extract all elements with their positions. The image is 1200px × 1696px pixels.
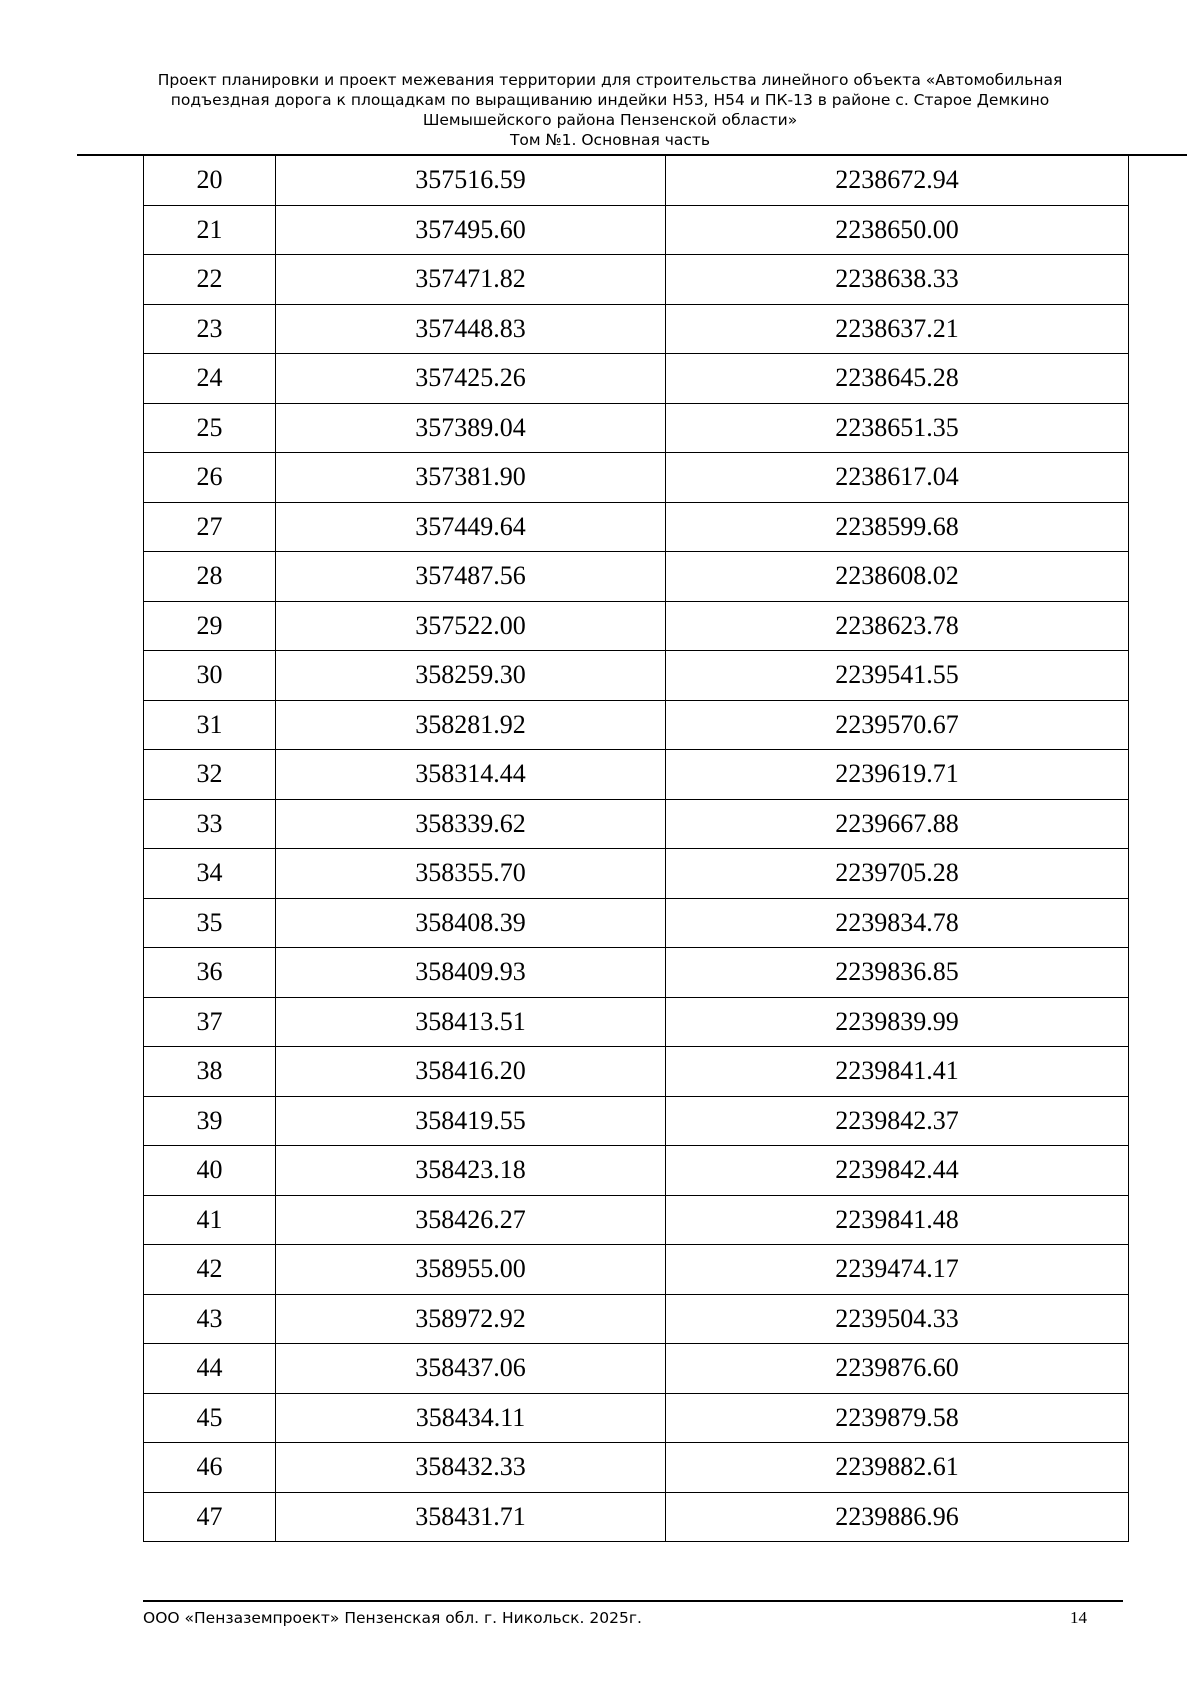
- y-coordinate-cell: 2238623.78: [666, 601, 1129, 651]
- point-number-cell: 32: [144, 750, 276, 800]
- table-row: [144, 354, 1129, 404]
- table-row: [144, 1047, 1129, 1097]
- x-coordinate-cell: 358972.92: [276, 1294, 666, 1344]
- y-coordinate-cell: 2238672.94: [666, 156, 1129, 206]
- x-coordinate-cell: 358409.93: [276, 948, 666, 998]
- y-coordinate-cell: 2239667.88: [666, 799, 1129, 849]
- point-number-cell: 31: [144, 700, 276, 750]
- y-coordinate-cell: 2239541.55: [666, 651, 1129, 701]
- y-coordinate-cell: 2238645.28: [666, 354, 1129, 404]
- x-coordinate-cell: 357389.04: [276, 403, 666, 453]
- y-coordinate-cell: 2239841.41: [666, 1047, 1129, 1097]
- table-row: [144, 750, 1129, 800]
- x-coordinate-cell: 358416.20: [276, 1047, 666, 1097]
- point-number-cell: 29: [144, 601, 276, 651]
- x-coordinate-cell: 357449.64: [276, 502, 666, 552]
- table-row: [144, 1344, 1129, 1394]
- point-number-cell: 43: [144, 1294, 276, 1344]
- point-number-cell: 46: [144, 1443, 276, 1493]
- y-coordinate-cell: 2239841.48: [666, 1195, 1129, 1245]
- table-row: [144, 1443, 1129, 1493]
- y-coordinate-cell: 2239570.67: [666, 700, 1129, 750]
- x-coordinate-cell: 358314.44: [276, 750, 666, 800]
- table-row: [144, 948, 1129, 998]
- y-coordinate-cell: 2239839.99: [666, 997, 1129, 1047]
- table-row: [144, 502, 1129, 552]
- point-number-cell: 23: [144, 304, 276, 354]
- footer-company: ООО «Пензаземпроект» Пензенская обл. г. Никольск. 2025г.: [143, 1609, 642, 1627]
- x-coordinate-cell: 357448.83: [276, 304, 666, 354]
- point-number-cell: 40: [144, 1146, 276, 1196]
- table-row: [144, 1245, 1129, 1295]
- y-coordinate-cell: 2239619.71: [666, 750, 1129, 800]
- x-coordinate-cell: 358355.70: [276, 849, 666, 899]
- coordinates-table: [143, 155, 1129, 1542]
- x-coordinate-cell: 357522.00: [276, 601, 666, 651]
- y-coordinate-cell: 2239842.37: [666, 1096, 1129, 1146]
- point-number-cell: 34: [144, 849, 276, 899]
- y-coordinate-cell: 2239504.33: [666, 1294, 1129, 1344]
- point-number-cell: 26: [144, 453, 276, 503]
- table-row: [144, 651, 1129, 701]
- table-row: [144, 1195, 1129, 1245]
- point-number-cell: 42: [144, 1245, 276, 1295]
- point-number-cell: 33: [144, 799, 276, 849]
- x-coordinate-cell: 357471.82: [276, 255, 666, 305]
- point-number-cell: 30: [144, 651, 276, 701]
- header-title-line-2: подъездная дорога к площадкам по выращиванию индейки Н53, Н54 и ПК-13 в районе с. Старое Демкино: [170, 91, 1050, 109]
- footer-divider: [143, 1600, 1123, 1602]
- header-volume-label: Том №1. Основная часть: [509, 131, 711, 149]
- point-number-cell: 20: [144, 156, 276, 206]
- x-coordinate-cell: 357495.60: [276, 205, 666, 255]
- point-number-cell: 24: [144, 354, 276, 404]
- point-number-cell: 25: [144, 403, 276, 453]
- table-row: [144, 552, 1129, 602]
- table-row: [144, 1146, 1129, 1196]
- y-coordinate-cell: 2239842.44: [666, 1146, 1129, 1196]
- table-row: [144, 304, 1129, 354]
- x-coordinate-cell: 358413.51: [276, 997, 666, 1047]
- x-coordinate-cell: 358432.33: [276, 1443, 666, 1493]
- x-coordinate-cell: 358408.39: [276, 898, 666, 948]
- table-row: [144, 849, 1129, 899]
- point-number-cell: 44: [144, 1344, 276, 1394]
- y-coordinate-cell: 2239705.28: [666, 849, 1129, 899]
- table-row: [144, 997, 1129, 1047]
- table-row: [144, 205, 1129, 255]
- x-coordinate-cell: 358437.06: [276, 1344, 666, 1394]
- x-coordinate-cell: 358955.00: [276, 1245, 666, 1295]
- y-coordinate-cell: 2239836.85: [666, 948, 1129, 998]
- table-row: [144, 700, 1129, 750]
- x-coordinate-cell: 358339.62: [276, 799, 666, 849]
- x-coordinate-cell: 358259.30: [276, 651, 666, 701]
- point-number-cell: 41: [144, 1195, 276, 1245]
- x-coordinate-cell: 358431.71: [276, 1492, 666, 1542]
- header-title-line-1: Проект планировки и проект межевания территории для строительства линейного объекта «Автомобильная: [157, 71, 1063, 89]
- page-number: 14: [1070, 1608, 1087, 1627]
- y-coordinate-cell: 2239879.58: [666, 1393, 1129, 1443]
- table-row: [144, 1096, 1129, 1146]
- header-title-line-3: Шемышейского района Пензенской области»: [422, 111, 798, 129]
- table-row: [144, 799, 1129, 849]
- y-coordinate-cell: 2238650.00: [666, 205, 1129, 255]
- point-number-cell: 28: [144, 552, 276, 602]
- x-coordinate-cell: 357425.26: [276, 354, 666, 404]
- y-coordinate-cell: 2238651.35: [666, 403, 1129, 453]
- x-coordinate-cell: 358419.55: [276, 1096, 666, 1146]
- table-row: [144, 403, 1129, 453]
- table-row: [144, 1393, 1129, 1443]
- y-coordinate-cell: 2239882.61: [666, 1443, 1129, 1493]
- y-coordinate-cell: 2238638.33: [666, 255, 1129, 305]
- coordinates-table-body: [144, 156, 1129, 1542]
- table-row: [144, 255, 1129, 305]
- table-row: [144, 1492, 1129, 1542]
- y-coordinate-cell: 2239474.17: [666, 1245, 1129, 1295]
- y-coordinate-cell: 2239876.60: [666, 1344, 1129, 1394]
- point-number-cell: 21: [144, 205, 276, 255]
- point-number-cell: 36: [144, 948, 276, 998]
- point-number-cell: 38: [144, 1047, 276, 1097]
- x-coordinate-cell: 357516.59: [276, 156, 666, 206]
- y-coordinate-cell: 2238608.02: [666, 552, 1129, 602]
- table-row: [144, 898, 1129, 948]
- x-coordinate-cell: 358434.11: [276, 1393, 666, 1443]
- table-row: [144, 156, 1129, 206]
- x-coordinate-cell: 358426.27: [276, 1195, 666, 1245]
- point-number-cell: 39: [144, 1096, 276, 1146]
- point-number-cell: 27: [144, 502, 276, 552]
- y-coordinate-cell: 2238637.21: [666, 304, 1129, 354]
- y-coordinate-cell: 2239886.96: [666, 1492, 1129, 1542]
- x-coordinate-cell: 357381.90: [276, 453, 666, 503]
- table-row: [144, 1294, 1129, 1344]
- point-number-cell: 22: [144, 255, 276, 305]
- point-number-cell: 37: [144, 997, 276, 1047]
- x-coordinate-cell: 358423.18: [276, 1146, 666, 1196]
- point-number-cell: 47: [144, 1492, 276, 1542]
- x-coordinate-cell: 358281.92: [276, 700, 666, 750]
- table-row: [144, 601, 1129, 651]
- point-number-cell: 45: [144, 1393, 276, 1443]
- table-row: [144, 453, 1129, 503]
- y-coordinate-cell: 2238599.68: [666, 502, 1129, 552]
- point-number-cell: 35: [144, 898, 276, 948]
- y-coordinate-cell: 2238617.04: [666, 453, 1129, 503]
- document-header: [130, 70, 1090, 150]
- x-coordinate-cell: 357487.56: [276, 552, 666, 602]
- y-coordinate-cell: 2239834.78: [666, 898, 1129, 948]
